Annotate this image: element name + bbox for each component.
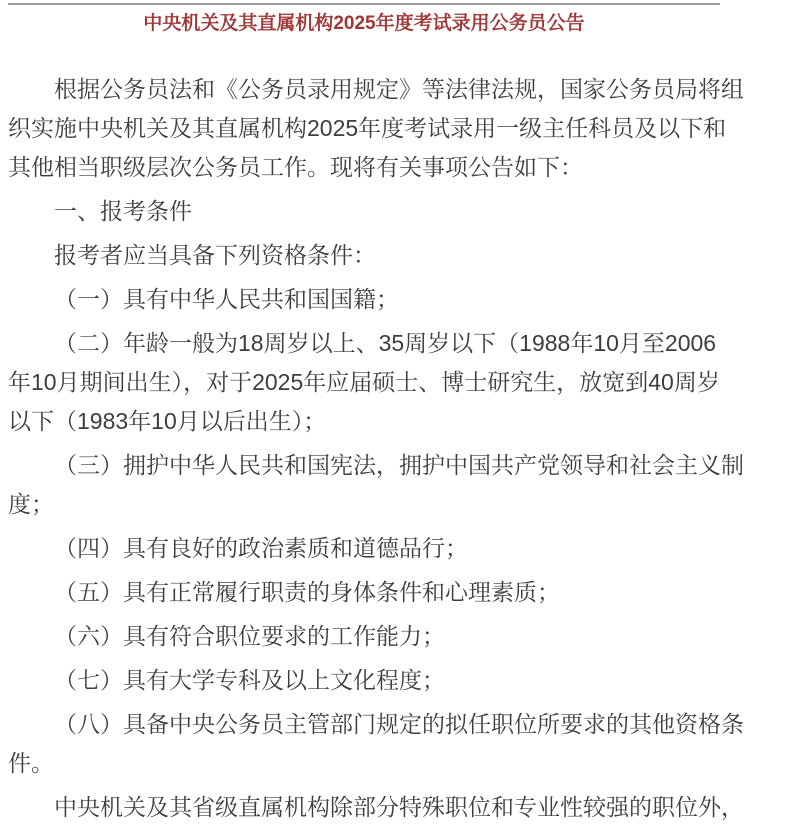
list-item: （二）年龄一般为18周岁以上、35周岁以下（1988年10月至2006 年10月期间出生），对于2025年应届硕士、博士研究生，放宽到40周岁 以下（1983年10月以后出生）； — [8, 330, 720, 434]
list-item: （一）具有中华人民共和国国籍； — [54, 286, 399, 312]
list-item: （四）具有良好的政治素质和道德品行； — [54, 535, 468, 561]
document-title: 中央机关及其直属机构2025年度考试录用公务员公告 — [143, 13, 585, 34]
paragraph: 报考者应当具备下列资格条件： — [54, 242, 376, 268]
section-heading: 一、报考条件 — [54, 198, 192, 224]
paragraph: 中央机关及其省级直属机构除部分特殊职位和专业性较强的职位外， — [54, 794, 744, 820]
list-item: （八）具备中央公务员主管部门规定的拟任职位所要求的其他资格条 件。 — [8, 711, 744, 776]
announcement-page — [0, 3, 800, 827]
document-body — [8, 70, 768, 827]
top-divider — [8, 3, 720, 5]
list-item: （六）具有符合职位要求的工作能力； — [54, 623, 445, 649]
intro-paragraph: 根据公务员法和《公务员录用规定》等法律法规，国家公务员局将组 织实施中央机关及其直属机构2025年度考试录用一级主任科员及以下和 其他相当职级层次公务员工作。现将有关事项公告如下： — [8, 76, 744, 180]
list-item: （五）具有正常履行职责的身体条件和心理素质； — [54, 579, 560, 605]
list-item: （三）拥护中华人民共和国宪法，拥护中国共产党领导和社会主义制 度； — [8, 452, 744, 517]
list-item: （七）具有大学专科及以上文化程度； — [54, 667, 445, 693]
screenshot-root — [0, 3, 800, 820]
